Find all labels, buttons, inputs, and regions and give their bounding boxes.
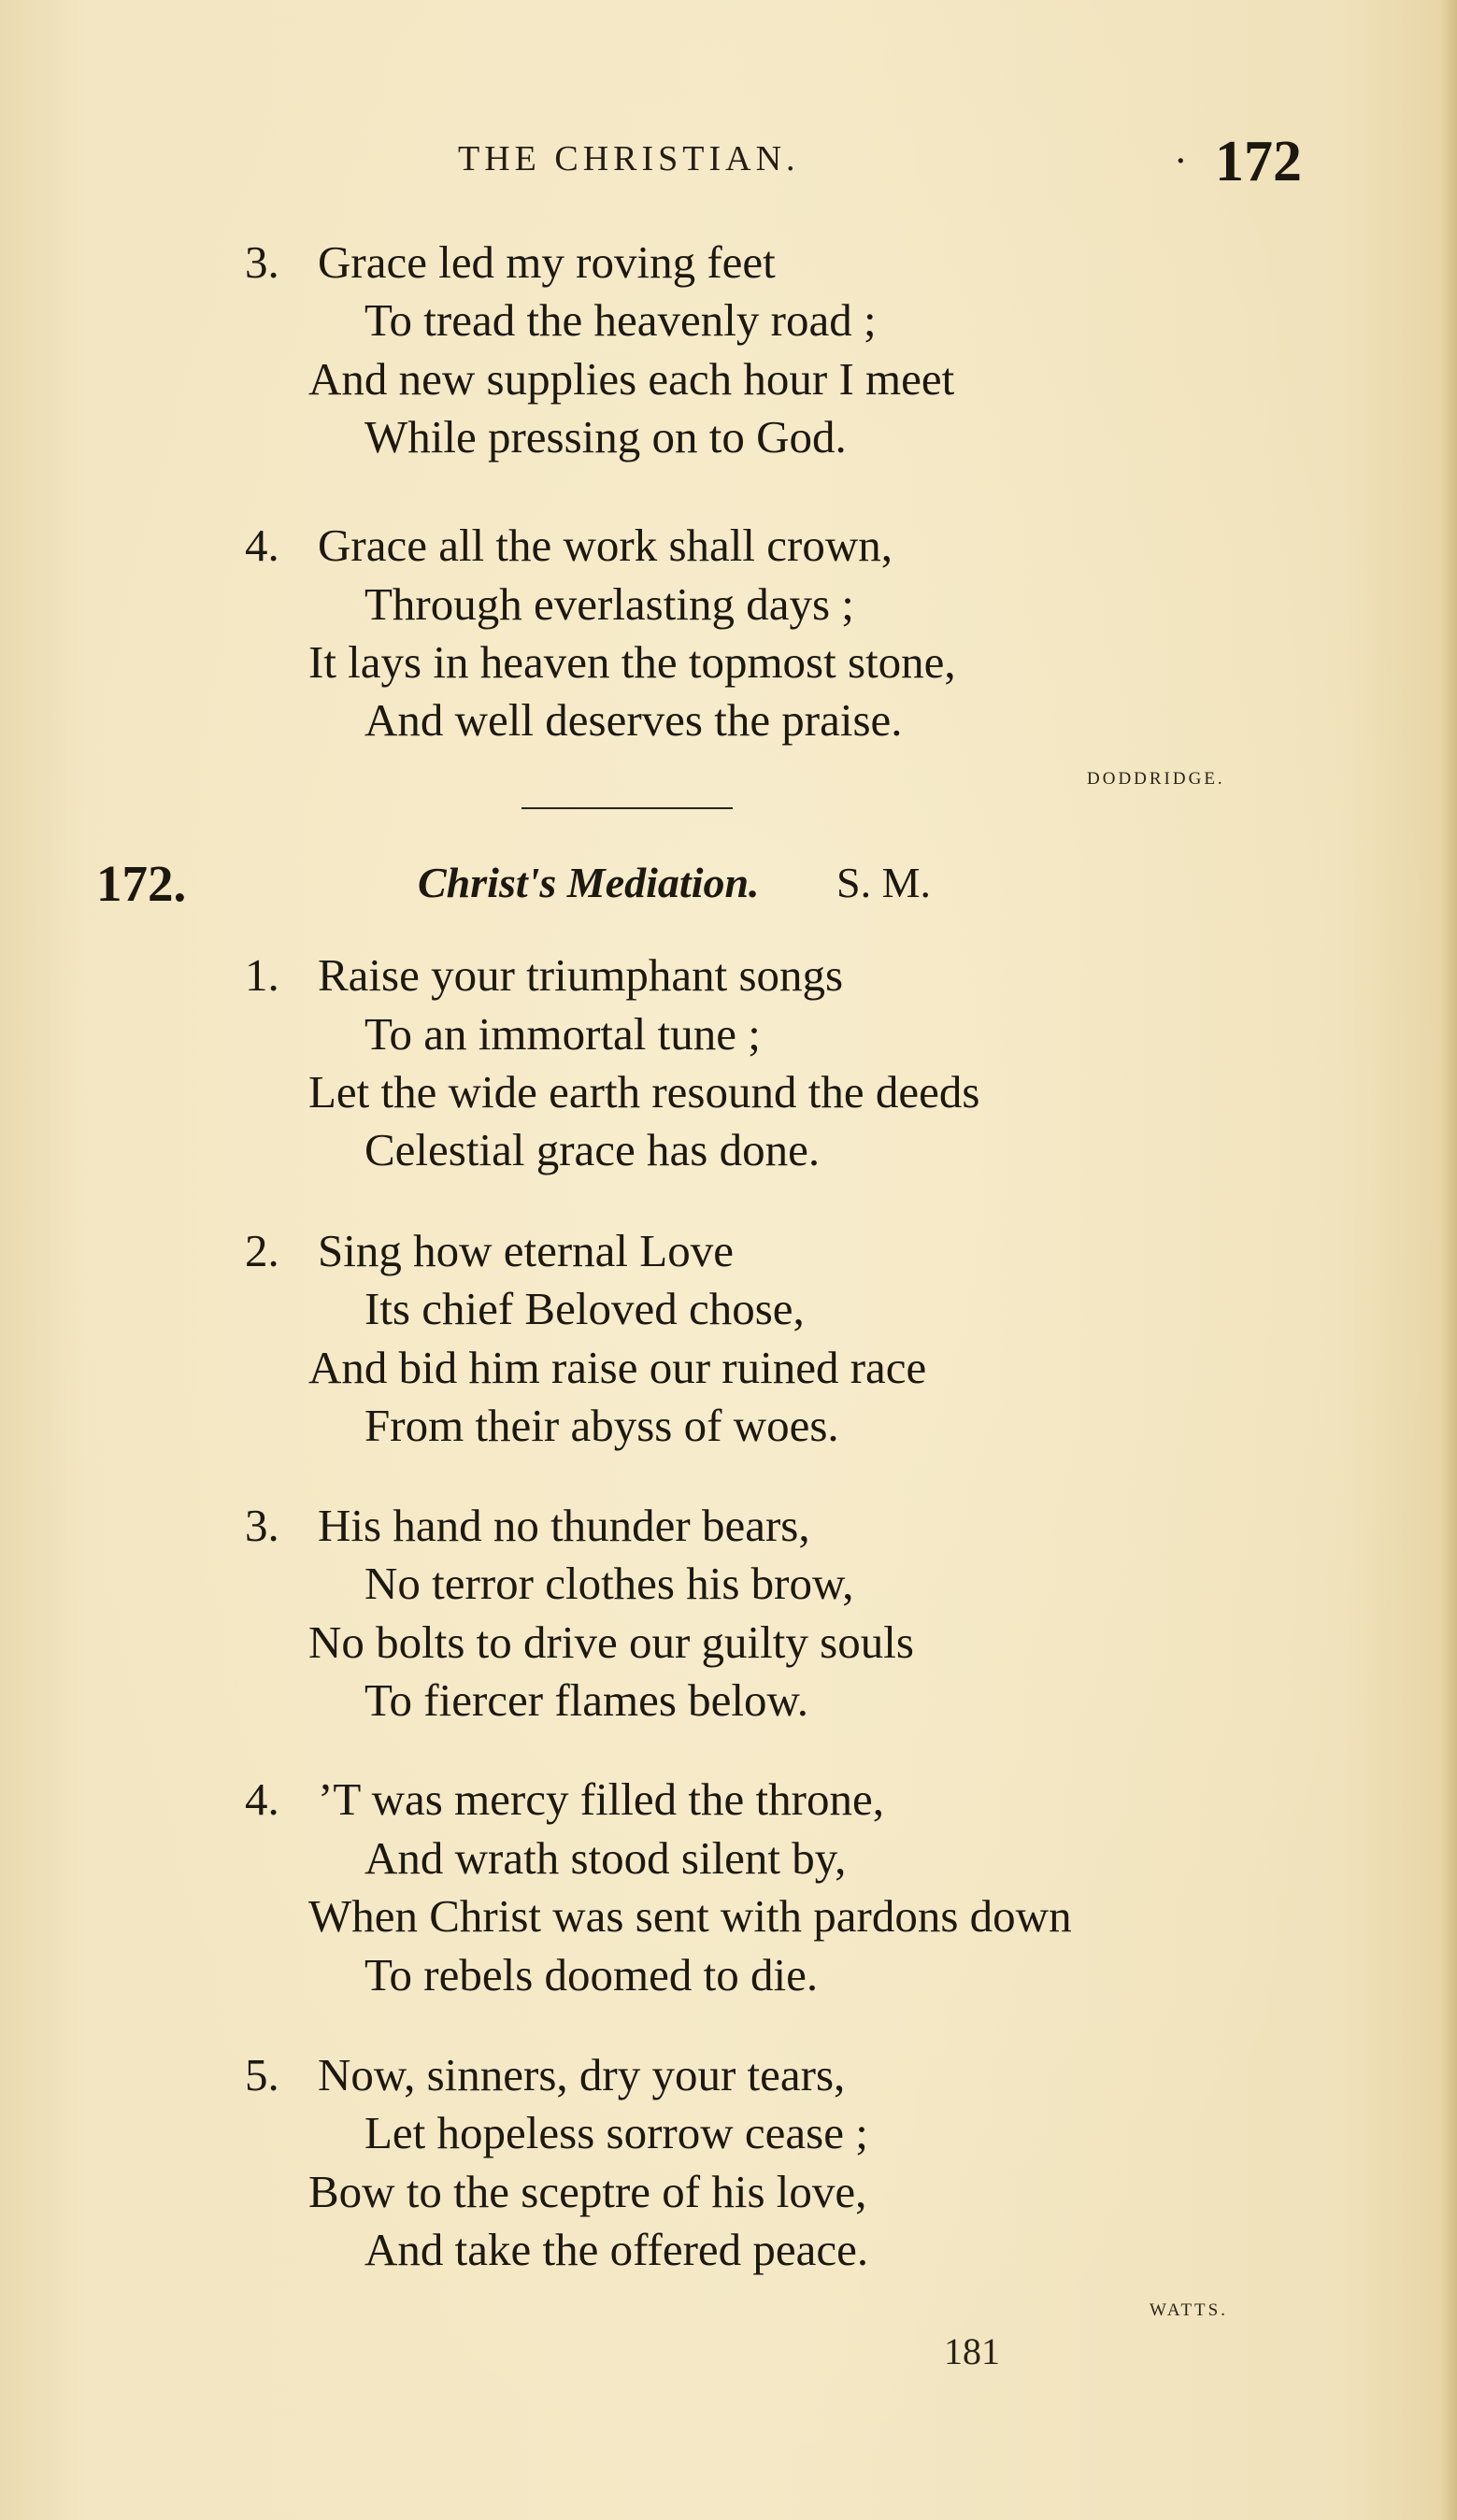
page-number: 181	[944, 2330, 1000, 2372]
verse-line: His hand no thunder bears,	[318, 1500, 810, 1551]
stanza-number: 5.	[245, 2049, 279, 2100]
verse-line: From their abyss of woes.	[364, 1400, 839, 1451]
verse-line: Sing how eternal Love	[318, 1225, 734, 1276]
verse-line: While pressing on to God.	[364, 411, 847, 463]
verse-line: Let the wide earth resound the deeds	[308, 1066, 980, 1118]
verse-line: Raise your triumphant songs	[318, 949, 844, 1001]
verse-line: Bow to the sceptre of his love,	[308, 2166, 867, 2217]
verse-line: Now, sinners, dry your tears,	[318, 2049, 846, 2100]
verse-line: No bolts to drive our guilty souls	[308, 1616, 914, 1668]
verse-line: And well deserves the praise.	[364, 694, 903, 746]
verse-line: Grace led my roving feet	[318, 236, 776, 288]
verse-line: Grace all the work shall crown,	[318, 520, 893, 571]
verse-line: Its chief Beloved chose,	[364, 1283, 805, 1334]
verse-line: Celestial grace has done.	[364, 1124, 821, 1175]
verse-line: And take the offered peace.	[364, 2224, 869, 2275]
verse-line: To an immortal tune ;	[364, 1008, 761, 1060]
verse-line: And wrath stood silent by,	[364, 1832, 847, 1884]
stanza-number: 4.	[245, 1773, 279, 1825]
verse-line: It lays in heaven the topmost stone,	[308, 636, 956, 688]
verse-line: To fiercer flames below.	[364, 1674, 808, 1726]
verse-line: To rebels doomed to die.	[364, 1949, 819, 2000]
verse-line: Through everlasting days ;	[364, 578, 854, 630]
section-divider	[521, 807, 733, 809]
verse-line: No terror clothes his brow,	[364, 1558, 854, 1609]
stanza-number: 4.	[245, 520, 279, 571]
stanza-number: 1.	[245, 949, 279, 1001]
stanza-number: 3.	[245, 236, 279, 288]
running-head-dot: ·	[1175, 140, 1187, 183]
running-head-hymn-number: 172	[1215, 130, 1302, 193]
verse-line: And bid him raise our ruined race	[308, 1342, 927, 1393]
hymn-title: Christ's Mediation.	[418, 859, 760, 906]
stanza-number: 3.	[245, 1500, 279, 1551]
verse-line: ’T was mercy filled the throne,	[318, 1773, 884, 1825]
verse-line: And new supplies each hour I meet	[308, 353, 955, 405]
stanza-number: 2.	[245, 1225, 279, 1276]
page-edge-shadow	[1440, 0, 1457, 2520]
running-head-title: THE CHRISTIAN.	[458, 139, 800, 178]
hymn-meter: S. M.	[836, 859, 931, 906]
hymn-author: WATTS.	[1150, 2300, 1228, 2320]
hymn-number: 172.	[96, 855, 187, 912]
verse-line: Let hopeless sorrow cease ;	[364, 2107, 868, 2158]
verse-line: To tread the heavenly road ;	[364, 294, 877, 346]
previous-hymn-author: DODDRIDGE.	[1087, 769, 1225, 789]
verse-line: When Christ was sent with pardons down	[308, 1890, 1072, 1942]
